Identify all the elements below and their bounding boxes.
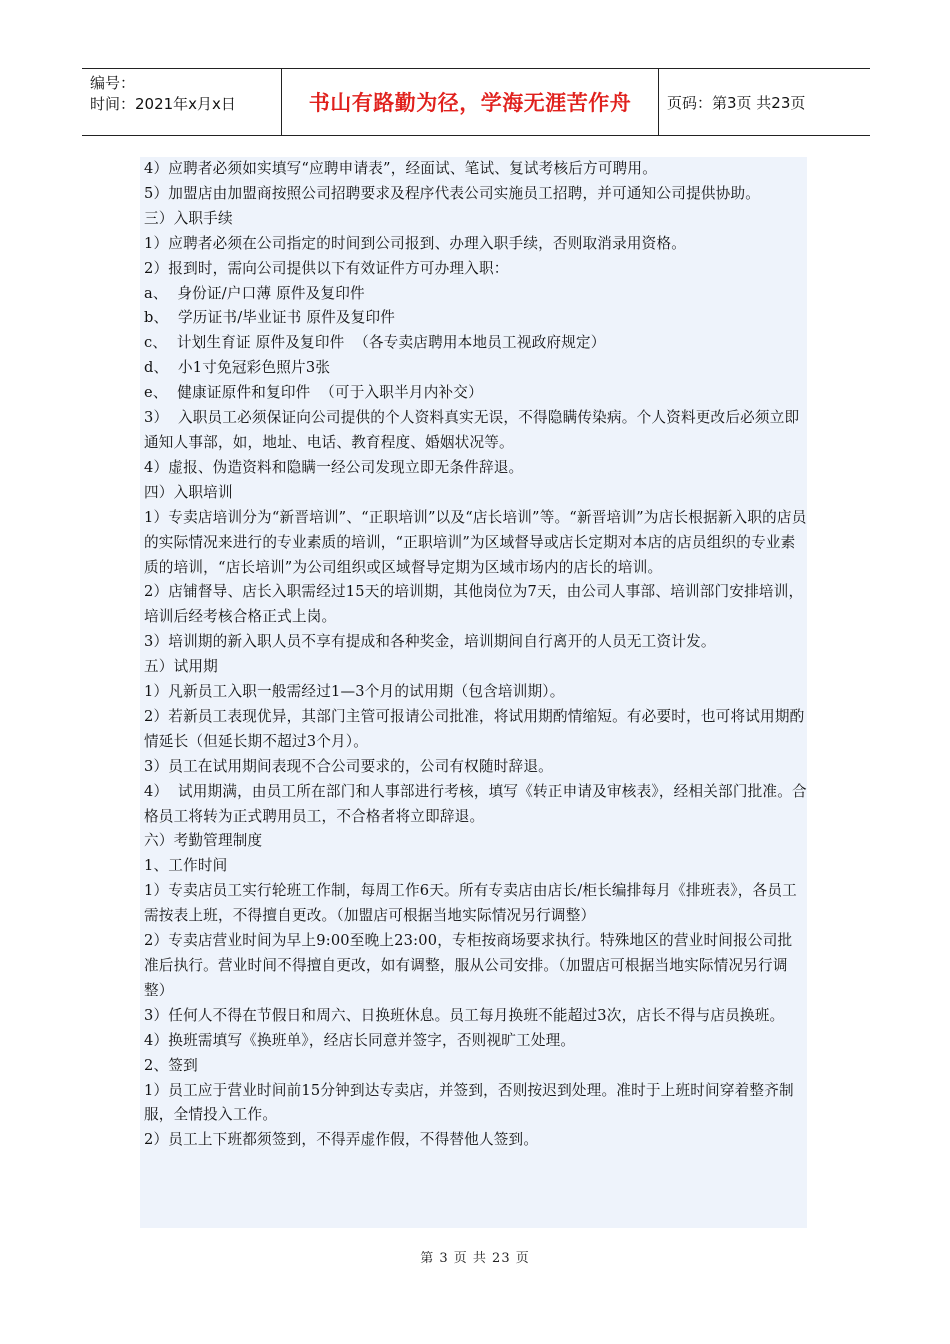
paragraph: 1、工作时间: [144, 857, 228, 875]
header-motto: 书山有路勤为径，学海无涯苦作舟: [282, 69, 659, 135]
page-header: [82, 68, 870, 136]
paragraph: e、 健康证原件和复印件 （可于入职半月内补交）: [144, 384, 483, 402]
document-date: 时间：2021年x月x日: [90, 95, 236, 113]
paragraph: 2）员工上下班都须签到，不得弄虚作假，不得替他人签到。: [144, 1131, 539, 1149]
paragraph: c、 计划生育证 原件及复印件 （各专卖店聘用本地员工视政府规定）: [144, 334, 606, 352]
paragraph: 2）若新员工表现优异，其部门主管可报请公司批准，将试用期酌情缩短。有必要时，也可将试用期酌情延长（但延长期不超过3个月）。: [144, 707, 805, 750]
paragraph: 四）入职培训: [144, 483, 233, 501]
paragraph: a、 身份证/户口薄 原件及复印件: [144, 284, 365, 302]
paragraph: 2）店铺督导、店长入职需经过15天的培训期，其他岗位为7天，由公司人事部、培训部门安排培训，培训后经考核合格正式上岗。: [144, 583, 804, 626]
paragraph: 3）培训期的新入职人员不享有提成和各种奖金，培训期间自行离开的人员无工资计发。: [144, 633, 716, 651]
paragraph: 3）员工在试用期间表现不合公司要求的，公司有权随时辞退。: [144, 757, 553, 775]
paragraph: 4）虚报、伪造资料和隐瞒一经公司发现立即无条件辞退。: [144, 458, 524, 476]
paragraph: 三）入职手续: [144, 209, 233, 227]
paragraph: 2、签到: [144, 1056, 198, 1074]
header-meta: [82, 69, 282, 135]
paragraph: d、 小1寸免冠彩色照片3张: [144, 359, 331, 377]
paragraph: 2）报到时，需向公司提供以下有效证件方可办理入职：: [144, 259, 509, 277]
paragraph: b、 学历证书/毕业证书 原件及复印件: [144, 309, 396, 327]
paragraph: 4）换班需填写《换班单》，经店长同意并签字，否则视旷工处理。: [144, 1031, 576, 1049]
paragraph: 3） 入职员工必须保证向公司提供的个人资料真实无误，不得隐瞒传染病。个人资料更改后必须立即通知人事部，如，地址、电话、教育程度、婚姻状况等。: [144, 409, 800, 451]
page-footer: 第 3 页 共 23 页: [420, 1251, 530, 1266]
header-page-info: 页码：第3页 共23页: [667, 93, 806, 112]
paragraph: 五）试用期: [144, 658, 218, 676]
paragraph: 1）专卖店培训分为“新晋培训”、“正职培训”以及“店长培训”等。“新晋培训”为店长根据新入职的店员的实际情况来进行的专业素质的培训，“正职培训”为区域督导或店长定期对本店的店员组织的专业素质的培训，“店长培训”为公司组织或区域督导定期为区域市场内的店长的培训。: [144, 508, 807, 576]
paragraph: 1）员工应于营业时间前15分钟到达专卖店，并签到，否则按迟到处理。准时于上班时间穿着整齐制服，全情投入工作。: [144, 1081, 794, 1124]
paragraph: 1）应聘者必须在公司指定的时间到公司报到、办理入职手续，否则取消录用资格。: [144, 234, 687, 252]
paragraph: 1）专卖店员工实行轮班工作制，每周工作6天。所有专卖店由店长/柜长编排每月《排班表》，各员工需按表上班，不得擅自更改。（加盟店可根据当地实际情况另行调整）: [144, 882, 797, 925]
paragraph: 4）应聘者必须如实填写“应聘申请表”，经面试、笔试、复试考核后方可聘用。: [144, 160, 658, 177]
document-body: [140, 157, 807, 1228]
paragraph: 1）凡新员工入职一般需经过1—3个月的试用期（包含培训期）。: [144, 683, 565, 701]
paragraph: 5）加盟店由加盟商按照公司招聘要求及程序代表公司实施员工招聘，并可通知公司提供协助。: [144, 184, 761, 202]
paragraph: 六）考勤管理制度: [144, 832, 263, 850]
paragraph: 3）任何人不得在节假日和周六、日换班休息。员工每月换班不能超过3次，店长不得与店员换班。: [144, 1006, 785, 1024]
document-number-label: 编号：: [90, 74, 136, 92]
paragraph: 4） 试用期满，由员工所在部门和人事部进行考核，填写《转正申请及审核表》，经相关部门批准。合格员工将转为正式聘用员工，不合格者将立即辞退。: [144, 782, 807, 825]
paragraph: 2）专卖店营业时间为早上9:00至晚上23:00，专柜按商场要求执行。特殊地区的营业时间报公司批准后执行。营业时间不得擅自更改，如有调整，服从公司安排。（加盟店可根据当地实际情况另行调整）: [144, 932, 793, 999]
